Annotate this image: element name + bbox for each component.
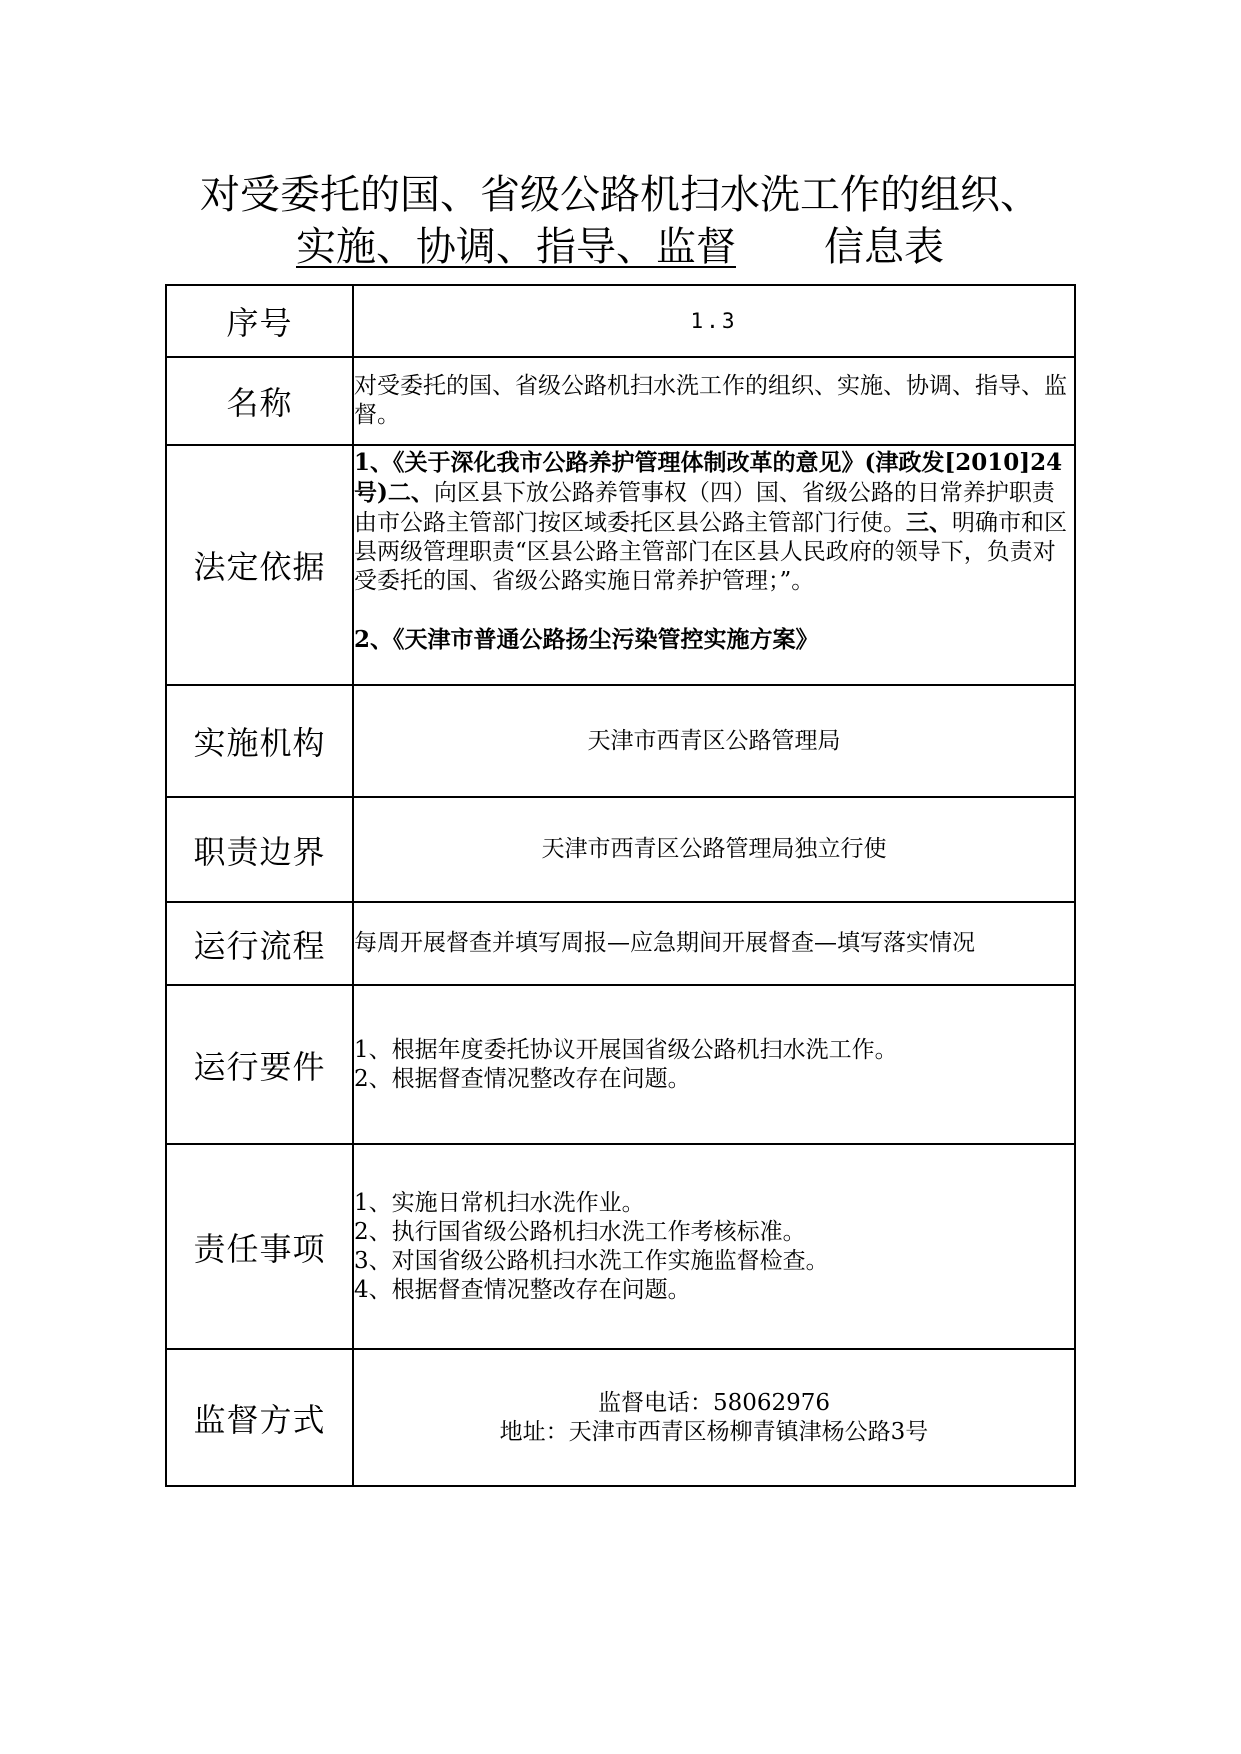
page-title-line-1: 对受委托的国、省级公路机扫水洗工作的组织、 [200, 172, 1040, 218]
page-title-underlined: 实施、协调、指导、监督 [296, 224, 736, 270]
duty-item: 2、执行国省级公路机扫水洗工作考核标准。 [354, 1218, 806, 1245]
value-responsibility-boundary: 天津市西青区公路管理局独立行使 [353, 797, 1075, 902]
row-process [166, 902, 1075, 985]
row-responsibility-boundary [166, 797, 1075, 902]
value-agency: 天津市西青区公路管理局 [353, 685, 1075, 797]
row-duties [166, 1144, 1075, 1349]
row-supervision [166, 1349, 1075, 1486]
label-serial: 序号 [166, 285, 353, 357]
legal-basis-text-2: 明确市和区县两级管理职责“区县公路主管部门在区县人民政府的领导下，负责对受委托的国、省级公路实施日常养护管理；”。 [354, 510, 1067, 594]
value-duties [353, 1144, 1075, 1349]
requirement-item: 2、根据督查情况整改存在问题。 [354, 1065, 691, 1092]
page-title-line-2 [140, 222, 1100, 272]
legal-basis-doc-2: 2、《天津市普通公路扬尘污染管控实施方案》 [354, 626, 819, 653]
label-duties: 责任事项 [166, 1144, 353, 1349]
legal-basis-text-1: 向区县下放公路养管事权（四）国、省级公路的日常养护职责由市公路主管部门按区域委托区县公路主管部门行使。 [354, 480, 1055, 536]
value-supervision [353, 1349, 1075, 1486]
duty-item: 1、实施日常机扫水洗作业。 [354, 1189, 645, 1216]
page-title-suffix: 信息表 [824, 224, 944, 270]
label-name: 名称 [166, 357, 353, 445]
duty-item: 3、对国省级公路机扫水洗工作实施监督检查。 [354, 1247, 829, 1274]
supervision-phone: 监督电话：58062976 [597, 1389, 831, 1416]
row-serial [166, 285, 1075, 357]
info-table [165, 284, 1076, 1487]
label-process: 运行流程 [166, 902, 353, 985]
value-serial: 1.3 [353, 285, 1075, 357]
row-name [166, 357, 1075, 445]
label-responsibility-boundary: 职责边界 [166, 797, 353, 902]
label-requirements: 运行要件 [166, 985, 353, 1144]
label-agency: 实施机构 [166, 685, 353, 797]
legal-basis-doc-1: 1、《关于深化我市公路养护管理体制改革的意见》(津政发[2010]24号)二、 [354, 449, 1063, 506]
requirement-item: 1、根据年度委托协议开展国省级公路机扫水洗工作。 [354, 1036, 898, 1063]
row-agency [166, 685, 1075, 797]
row-requirements [166, 985, 1075, 1144]
legal-basis-section-3: 三、 [906, 509, 952, 536]
value-legal-basis [353, 445, 1075, 685]
value-requirements [353, 985, 1075, 1144]
value-process: 每周开展督查并填写周报—应急期间开展督查—填写落实情况 [353, 902, 1075, 985]
value-name: 对受委托的国、省级公路机扫水洗工作的组织、实施、协调、指导、监督。 [353, 357, 1075, 445]
supervision-address: 地址：天津市西青区杨柳青镇津杨公路3号 [499, 1418, 929, 1445]
label-legal-basis: 法定依据 [166, 445, 353, 685]
label-supervision: 监督方式 [166, 1349, 353, 1486]
duty-item: 4、根据督查情况整改存在问题。 [354, 1276, 691, 1303]
row-legal-basis [166, 445, 1075, 685]
